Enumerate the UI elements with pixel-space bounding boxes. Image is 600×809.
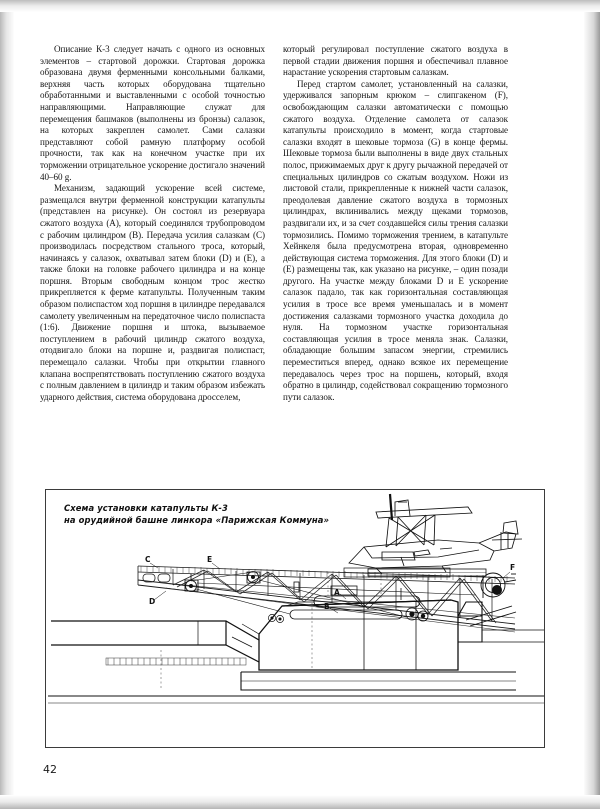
- two-column-text-body: [40, 44, 568, 403]
- paragraph-left-1: Описание К-3 следует начать с одного из основных элементов – стартовой дорожки. Стартовая дорожка образована двумя ферменными консольными балками, верхняя часть которых оборудована тщательно обработанными и выставленными с особой точностью направляющими. Направляющие служат для перемещения башмаков (выполнены из бронзы) салазок, на которых закреплен самолет. Сами салазки представляют собой рамную платформу особой прочности, так как на конечном участке при их торможении отрицательное ускорение достигало значений 40–60 g.: [40, 44, 265, 182]
- catapult-technical-drawing: [46, 490, 545, 748]
- page-edge-shading-bottom: [0, 795, 600, 809]
- figure-label-D: D: [149, 597, 156, 606]
- page-edge-shading-top: [0, 0, 600, 12]
- figure-caption-line-1: Схема установки катапульты К-3: [64, 503, 228, 513]
- figure-catapult-diagram: [45, 489, 545, 748]
- figure-label-C: C: [145, 555, 151, 564]
- figure-label-F: F: [510, 563, 516, 572]
- paragraph-left-2: Механизм, задающий ускорение всей системе, размещался внутри ферменной конструкции катапульты (представлен на рисунке). Он состоял из резервуара сжатого воздуха (А), который соединялся трубопроводом с рабочим цилиндром (В). Передача усилия салазкам (С) производилась посредством стального троса, который, начинаясь у салазок, охватывал затем блоки (D) и (Е), а также блоки на головке рабочего цилиндра и на конце поршня. Вторым свободным концом трос жестко прикрепляется к ферме катапульты. Полученным таким образом полиспастом ход поршня в цилиндре передавался самолету увеличенным на передаточное число полиспаста (1:6). Движение поршня и штока, вызываемое поступлением в рабочий цилиндр сжатого воздуха, отодвигало блоки на поршне и, раздвигая полиспаст, перемещало салазки. Чтобы при открытии главного клапана воспрепятствовать поступлению сжатого воздуха с полным давлением в цилиндр и таким образом избежать ударного действия, система оборудована дросселем,: [40, 183, 265, 402]
- paragraph-right-1: который регулировал поступление сжатого воздуха в первой стадии движения поршня и обеспечивал плавное нарастание ускорения стартовым салазкам.: [283, 44, 508, 78]
- page-number: 42: [43, 763, 57, 776]
- figure-label-B: B: [324, 602, 330, 611]
- figure-label-E: E: [207, 555, 213, 564]
- page-edge-shading-left: [0, 0, 14, 809]
- figure-label-A: A: [334, 588, 340, 597]
- text-column-right: [283, 44, 508, 403]
- text-column-left: [40, 44, 265, 403]
- paragraph-right-2: Перед стартом самолет, установленный на салазки, удерживался запорным крюком – слипгакеном (F), освобождающим салазки автоматически с помощью сжатого воздуха. Отделение самолета от салазок катапульты происходило в момент, когда стартовые салазки входят в шековые тормоза (G) в конце фермы. Шековые тормоза были выполнены в виде двух стальных полос, прижимаемых друг к другу рычажной передачей от специальных цилиндров со сжатым воздухом. Ножи из листовой стали, прикрепленные к нижней части салазок, преодолевая давление сжатого воздуха в тормозных цилиндрах, вклинивались между щеками тормозов, раздвигали их, и за счет создавшейся силы трения салазки тормозились. Помимо торможения трением, в катапульте Хейнкеля была предусмотрена вторая, одновременно действующая система торможения. Для этого блоки (D) и (Е) размещены так, как указано на рисунке, – один позади другого. На участке между блоками D и Е ускорение салазок падало, так как горизонтальная составляющая усилия в тросе все время уменьшалась и в момент достижения салазками тормозного участка доходила до нуля. На тормозном участке горизонтальная составляющая усилия в тросе меняла знак. Салазки, обладающие большим запасом энергии, стремились переместиться вперед, однако всякое их перемещение передавалось через трос на поршень, который, входя обратно в цилиндр, содействовал сокращению тормозного пути салазок.: [283, 78, 508, 402]
- page-edge-shading-right: [584, 0, 600, 809]
- figure-caption-line-2: на орудийной башне линкора «Парижская Коммуна»: [64, 514, 330, 525]
